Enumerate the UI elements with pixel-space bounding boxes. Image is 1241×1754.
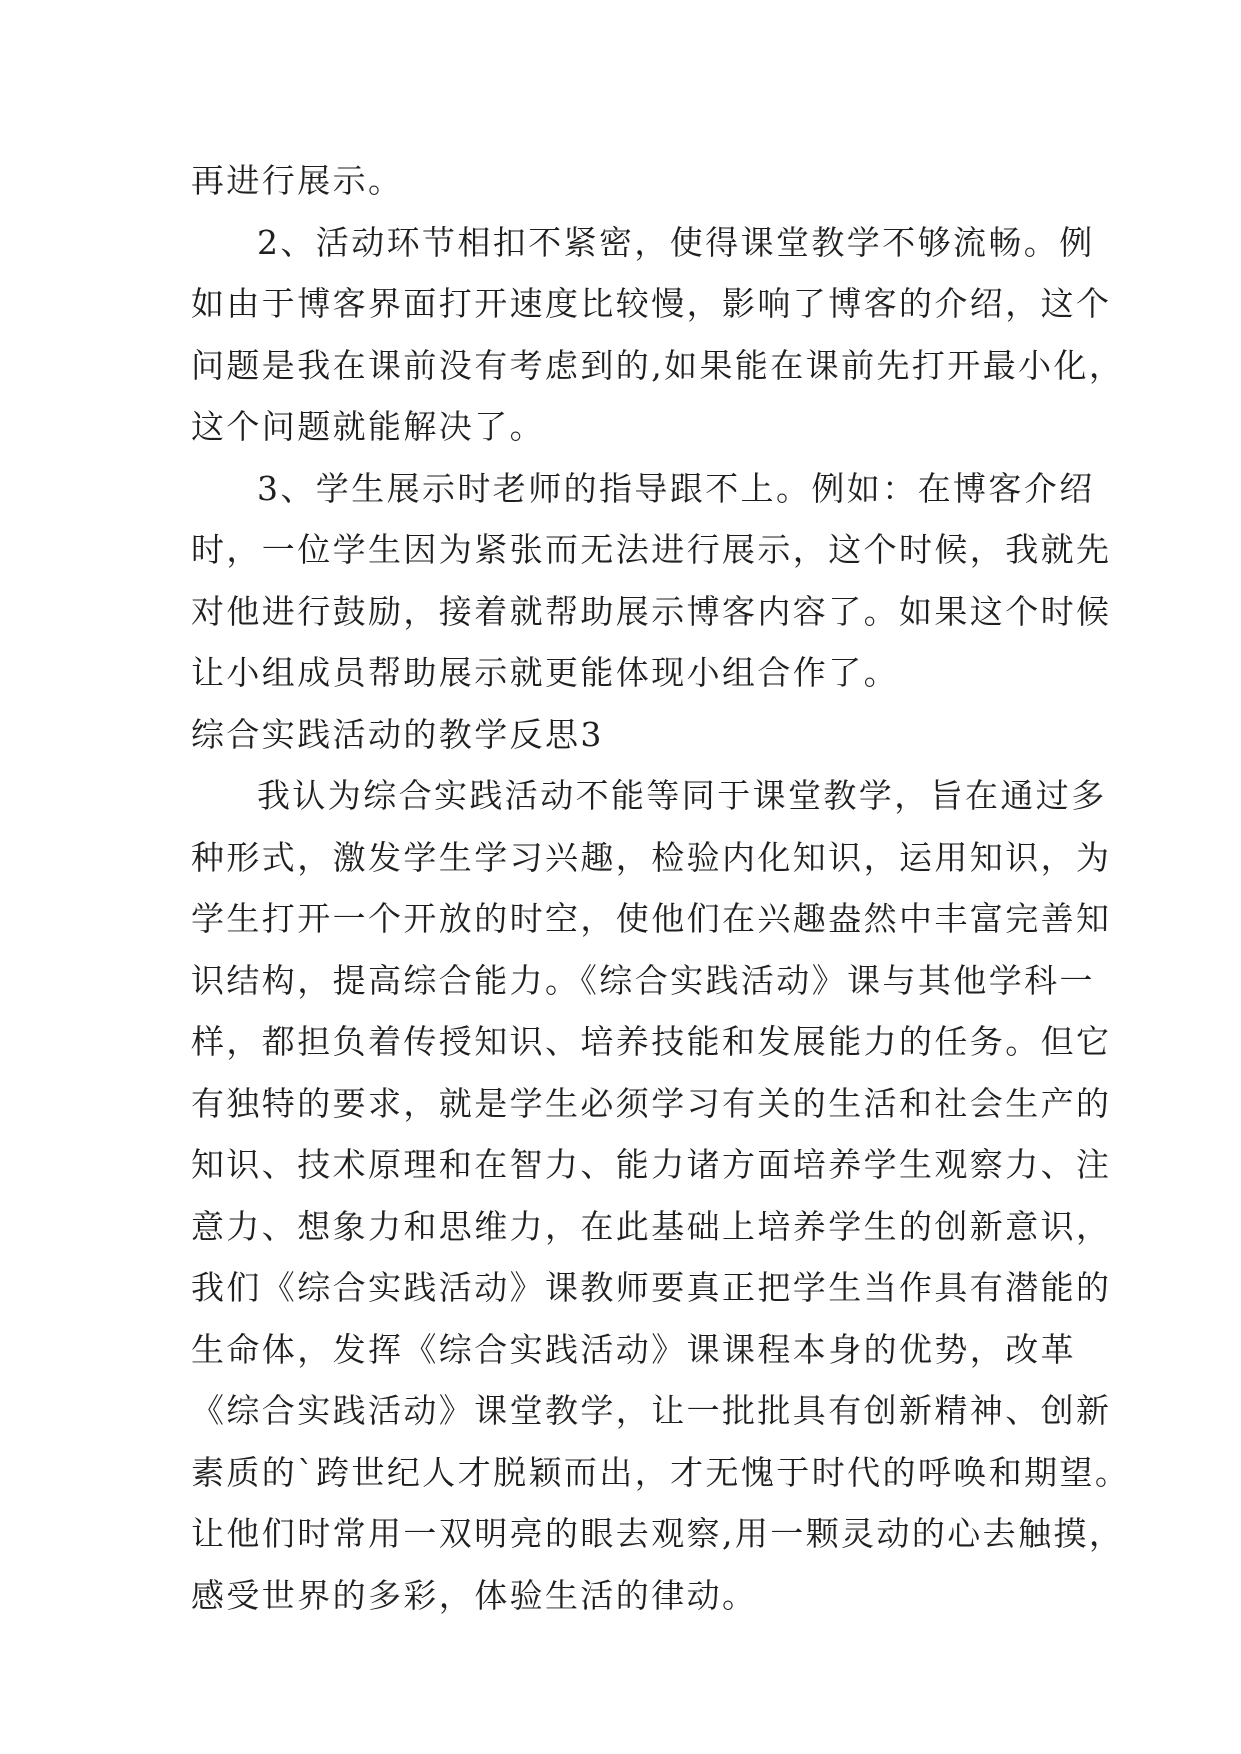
text-line: 素质的`跨世纪人才脱颖而出，才无愧于时代的呼唤和期望。 bbox=[191, 1452, 1131, 1492]
text-line: 感受世界的多彩，体验生活的律动。 bbox=[191, 1575, 758, 1615]
text-line: 如由于博客界面打开速度比较慢，影响了博客的介绍，这个 bbox=[191, 284, 1112, 323]
text-line: 有独特的要求，就是学生必须学习有关的生活和社会生产的 bbox=[191, 1083, 1112, 1123]
text-line: 知识、技术原理和在智力、能力诸方面培养学生观察力、注 bbox=[191, 1145, 1112, 1184]
text-line: 对他进行鼓励，接着就帮助展示博客内容了。如果这个时候 bbox=[191, 591, 1112, 631]
text-line: 再进行展示。 bbox=[191, 161, 404, 200]
text-line: 生命体，发挥《综合实践活动》课课程本身的优势，改革 bbox=[191, 1329, 1076, 1369]
text-line: 样，都担负着传授知识、培养技能和发展能力的任务。但它 bbox=[191, 1022, 1112, 1061]
text-line: 3、学生展示时老师的指导跟不上。例如：在博客介绍 bbox=[257, 468, 1095, 508]
text-line: 这个问题就能解决了。 bbox=[191, 407, 545, 446]
text-line: 我们《综合实践活动》课教师要真正把学生当作具有潜能的 bbox=[191, 1268, 1112, 1307]
text-line: 学生打开一个开放的时空，使他们在兴趣盎然中丰富完善知 bbox=[191, 899, 1112, 938]
text-line: 问题是我在课前没有考虑到的,如果能在课前先打开最小化， bbox=[191, 345, 1125, 385]
text-line: 《综合实践活动》课堂教学，让一批批具有创新精神、创新 bbox=[191, 1391, 1112, 1430]
text-line: 意力、想象力和思维力，在此基础上培养学生的创新意识， bbox=[191, 1206, 1112, 1246]
text-line: 种形式，激发学生学习兴趣，检验内化知识，运用知识，为 bbox=[191, 837, 1112, 877]
section-heading: 综合实践活动的教学反思3 bbox=[191, 714, 604, 754]
text-line: 2、活动环节相扣不紧密，使得课堂教学不够流畅。例 bbox=[257, 222, 1095, 262]
text-line: 让他们时常用一双明亮的眼去观察,用一颗灵动的心去触摸， bbox=[191, 1514, 1125, 1553]
text-line: 时，一位学生因为紧张而无法进行展示，这个时候，我就先 bbox=[191, 530, 1112, 569]
text-line: 识结构，提高综合能力。《综合实践活动》课与其他学科一 bbox=[191, 960, 1095, 1000]
text-line: 让小组成员帮助展示就更能体现小组合作了。 bbox=[191, 653, 899, 692]
text-line: 我认为综合实践活动不能等同于课堂教学，旨在通过多 bbox=[257, 776, 1107, 815]
document-body bbox=[191, 150, 1131, 1626]
